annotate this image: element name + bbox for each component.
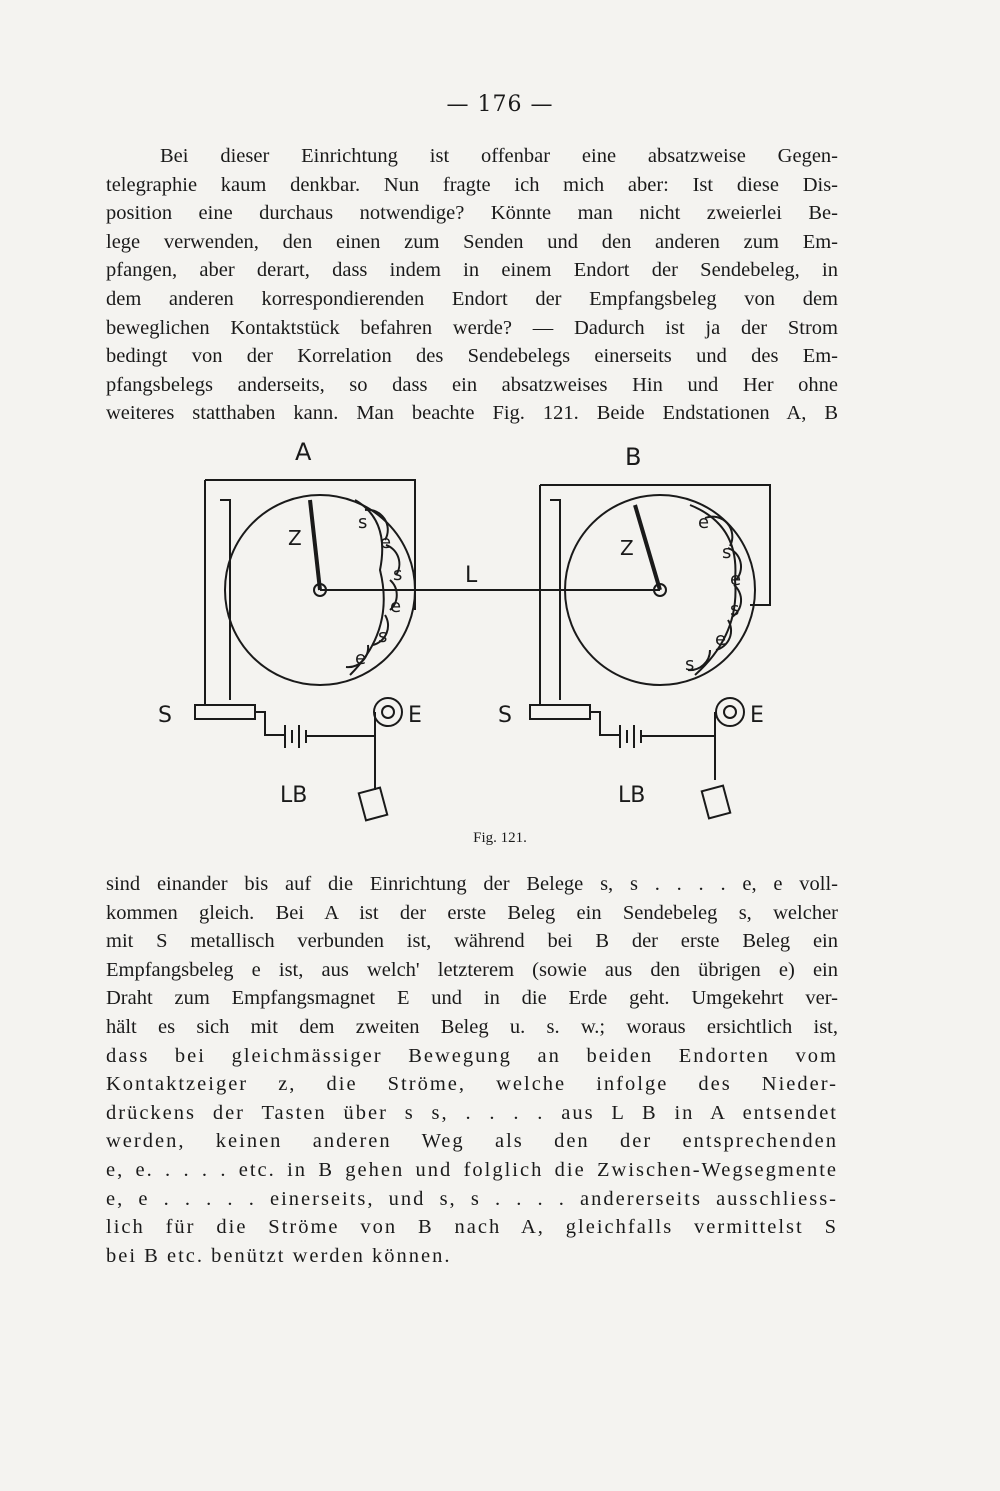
telegraph-diagram bbox=[150, 430, 810, 850]
text-line: sind einander bis auf die Einrichtung der Belege s, s . . . . e, e voll- bbox=[106, 873, 838, 895]
segment-label: s bbox=[378, 626, 388, 647]
sender-label-a: S bbox=[158, 703, 172, 728]
segment-label: e bbox=[355, 648, 367, 669]
text-line: dem anderen korrespondierenden Endort der Empfangsbeleg von dem bbox=[106, 287, 838, 310]
text-line: mit S metallisch verbunden ist, während bei B der erste Beleg ein bbox=[106, 930, 838, 953]
pointer-label-b: Z bbox=[620, 536, 634, 560]
text-line: weiteres statthaben kann. Man beachte Fig. 121. Beide Endstationen A, B bbox=[106, 402, 838, 425]
segment-label: e bbox=[390, 596, 402, 617]
station-label-a: A bbox=[295, 438, 312, 466]
receiver-label-b: E bbox=[750, 703, 764, 728]
text-line: lich für die Ströme von B nach A, gleichfalls vermittelst S bbox=[106, 1216, 838, 1239]
text-line: Bei dieser Einrichtung ist offenbar eine absatzweise Gegen- bbox=[160, 145, 838, 167]
text-line: drückens der Tasten über s s, . . . . aus L B in A entsendet bbox=[106, 1101, 838, 1124]
segment-label: s bbox=[730, 599, 740, 620]
text-line: Empfangsbeleg e ist, aus welch' letzterem (sowie aus den übrigen e) ein bbox=[106, 958, 838, 981]
text-line: Kontaktzeiger z, die Ströme, welche infolge des Nieder- bbox=[106, 1073, 838, 1096]
segment-label: e bbox=[715, 629, 727, 650]
text-line: e, e. . . . . etc. in B gehen und folglich die Zwischen-Wegsegmente bbox=[106, 1158, 838, 1181]
text-line: dass bei gleichmässiger Bewegung an beiden Endorten vom bbox=[106, 1044, 838, 1067]
paragraph-1 bbox=[106, 142, 838, 428]
segment-label: s bbox=[722, 542, 732, 563]
battery-label-a: LB bbox=[280, 783, 308, 808]
text-line: bei B etc. benützt werden können. bbox=[106, 1244, 452, 1267]
station-label-b: B bbox=[625, 443, 642, 471]
text-line: beweglichen Kontaktstück befahren werde? — Dadurch ist ja der Strom bbox=[106, 316, 838, 339]
text-line: hält es sich mit dem zweiten Beleg u. s. w.; woraus ersichtlich ist, bbox=[106, 1015, 838, 1038]
segment-label: e bbox=[380, 532, 392, 553]
text-line: telegraphie kaum denkbar. Nun fragte ich mich aber: Ist diese Dis- bbox=[106, 173, 838, 196]
battery-label-b: LB bbox=[618, 783, 646, 808]
text-line: bedingt von der Korrelation des Sendebelegs einerseits und des Em- bbox=[106, 345, 838, 368]
pointer-label-a: Z bbox=[288, 526, 302, 550]
figure-caption: Fig. 121. bbox=[473, 830, 527, 846]
text-line: pfangsbelegs anderseits, so dass ein absatzweises Hin und Her ohne bbox=[106, 373, 838, 396]
text-line: werden, keinen anderen Weg als den der entsprechenden bbox=[106, 1130, 838, 1153]
text-line: position eine durchaus notwendige? Könnte man nicht zweierlei Be- bbox=[106, 202, 838, 225]
figure-121 bbox=[150, 430, 810, 850]
page-number: — 176 — bbox=[446, 92, 554, 117]
segment-label: s bbox=[393, 564, 403, 585]
text-line: e, e . . . . . einerseits, und s, s . . . . andererseits ausschliess- bbox=[106, 1187, 838, 1210]
paragraph-2 bbox=[106, 870, 838, 1270]
text-line: pfangen, aber derart, dass indem in einem Endort der Sendebeleg, in bbox=[106, 259, 838, 282]
segment-label: e bbox=[730, 569, 742, 590]
segment-label: s bbox=[685, 654, 695, 675]
text-line: Draht zum Empfangsmagnet E und in die Erde geht. Umgekehrt ver- bbox=[106, 987, 838, 1010]
text-line: lege verwenden, den einen zum Senden und den anderen zum Em- bbox=[106, 230, 838, 253]
line-label: L bbox=[465, 563, 478, 588]
text-line: kommen gleich. Bei A ist der erste Beleg ein Sendebeleg s, welcher bbox=[106, 901, 838, 924]
sender-label-b: S bbox=[498, 703, 512, 728]
receiver-label-a: E bbox=[408, 703, 422, 728]
segment-label: e bbox=[698, 512, 710, 533]
segment-label: s bbox=[358, 512, 368, 533]
